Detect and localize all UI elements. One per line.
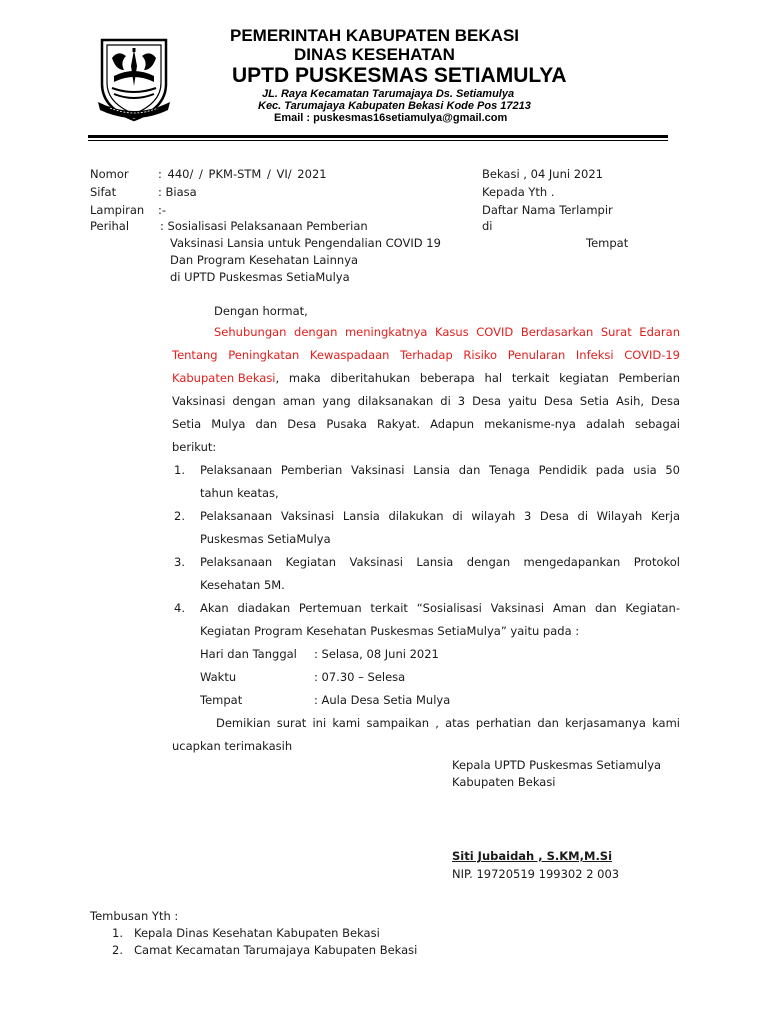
nomor-value: : 440/ / PKM-STM / VI/ 2021 <box>158 167 327 181</box>
schedule-hari-value: : Selasa, 08 Juni 2021 <box>314 647 439 661</box>
perihal-line: di UPTD Puskesmas SetiaMulya <box>170 270 350 284</box>
signature-title: Kepala UPTD Puskesmas Setiamulya <box>452 758 662 772</box>
list-item-line: Pelaksanaan Vaksinasi Lansia dilakukan di wilayah 3 Desa di Wilayah Kerja <box>200 509 680 523</box>
greeting: Dengan hormat, <box>214 304 308 318</box>
schedule-tempat-value: : Aula Desa Setia Mulya <box>314 693 451 707</box>
sifat-label: Sifat <box>90 185 117 199</box>
signatory-name-text: Siti Jubaidah , S.KM,M.Si <box>452 849 613 863</box>
closing-line: ucapkan terimakasih <box>172 739 293 753</box>
schedule-waktu-value: : 07.30 – Selesa <box>314 670 406 684</box>
paragraph-red-segment: Kabupaten Bekasi <box>172 371 276 385</box>
paragraph-line: Setia Mulya dan Desa Pusaka Rakyat. Adapun mekanisme-nya adalah sebagai <box>172 417 680 431</box>
list-item-line: Pelaksanaan Pemberian Vaksinasi Lansia dan Tenaga Pendidik pada usia 50 <box>200 463 680 477</box>
paragraph-line: Sehubungan dengan meningkatnya Kasus COVID Berdasarkan Surat Edaran <box>214 325 680 339</box>
letterhead-address2: Kec. Tarumajaya Kabupaten Bekasi Kode Pos 17213 <box>258 100 531 112</box>
letterhead-email: Email : puskesmas16setiamulya@gmail.com <box>274 112 508 124</box>
perihal-line: : Sosialisasi Pelaksanaan Pemberian <box>160 219 368 233</box>
list-item-number: 4. <box>174 601 185 615</box>
list-item-line: tahun keatas, <box>200 486 279 500</box>
cc-item-number: 1. <box>112 926 123 940</box>
lampiran-label: Lampiran <box>90 203 145 217</box>
signature-title: Kabupaten Bekasi <box>452 775 556 789</box>
nomor-label: Nomor <box>90 167 129 181</box>
letterhead-line1: PEMERINTAH KABUPATEN BEKASI <box>230 26 520 45</box>
schedule-waktu-label: Waktu <box>200 670 237 684</box>
sifat-value: : Biasa <box>158 185 197 199</box>
paragraph-segment: , maka diberitahukan beberapa hal terkait kegiatan Pemberian <box>275 371 680 385</box>
letterhead-line2: DINAS KESEHATAN <box>294 45 455 64</box>
kabupaten-bekasi-logo <box>96 36 172 126</box>
list-item-number: 3. <box>174 555 185 569</box>
recipient-di: di <box>482 219 493 233</box>
signatory-name <box>452 849 612 863</box>
cc-item: Camat Kecamatan Tarumajaya Kabupaten Bekasi <box>134 943 418 957</box>
paragraph-line: Tentang Peningkatan Kewaspadaan Terhadap Risiko Penularan Infeksi COVID-19 <box>172 348 680 362</box>
header-rule-thin <box>88 140 668 141</box>
paragraph-line: berikut: <box>172 440 217 454</box>
cc-heading: Tembusan Yth : <box>90 909 179 923</box>
recipient-daftar: Daftar Nama Terlampir <box>482 203 613 217</box>
closing-line: Demikian surat ini kami sampaikan , atas perhatian dan kerjasamanya kami <box>216 716 680 730</box>
list-item-line: Puskesmas SetiaMulya <box>200 532 331 546</box>
header-rule-thick <box>88 135 668 138</box>
schedule-hari-label: Hari dan Tanggal <box>200 647 297 661</box>
cc-item: Kepala Dinas Kesehatan Kabupaten Bekasi <box>134 926 380 940</box>
lampiran-value: :- <box>158 203 167 217</box>
letterhead-line3: UPTD PUSKESMAS SETIAMULYA <box>232 64 567 87</box>
recipient-tempat: Tempat <box>586 236 629 250</box>
perihal-label: Perihal <box>90 219 130 233</box>
signatory-nip: NIP. 19720519 199302 2 003 <box>452 867 620 881</box>
cc-item-number: 2. <box>112 943 123 957</box>
recipient-kepada: Kepada Yth . <box>482 185 555 199</box>
list-item-line: Kegiatan Program Kesehatan Puskesmas SetiaMulya” yaitu pada : <box>200 624 580 638</box>
paragraph-line: Vaksinasi dengan aman yang dilaksanakan di 3 Desa yaitu Desa Setia Asih, Desa <box>172 394 680 408</box>
list-item-line: Pelaksanaan Kegiatan Vaksinasi Lansia dengan mengedapankan Protokol <box>200 555 680 569</box>
list-item-line: Kesehatan 5M. <box>200 578 285 592</box>
letter-date: Bekasi , 04 Juni 2021 <box>482 167 603 181</box>
perihal-line: Dan Program Kesehatan Lainnya <box>170 253 359 267</box>
list-item-number: 1. <box>174 463 185 477</box>
schedule-tempat-label: Tempat <box>200 693 243 707</box>
letterhead-address1: JL. Raya Kecamatan Tarumajaya Ds. Setiamulya <box>262 88 515 100</box>
paragraph-line <box>172 371 680 385</box>
perihal-line: Vaksinasi Lansia untuk Pengendalian COVID 19 <box>170 236 441 250</box>
list-item-line: Akan diadakan Pertemuan terkait “Sosialisasi Vaksinasi Aman dan Kegiatan- <box>200 601 680 615</box>
list-item-number: 2. <box>174 509 185 523</box>
